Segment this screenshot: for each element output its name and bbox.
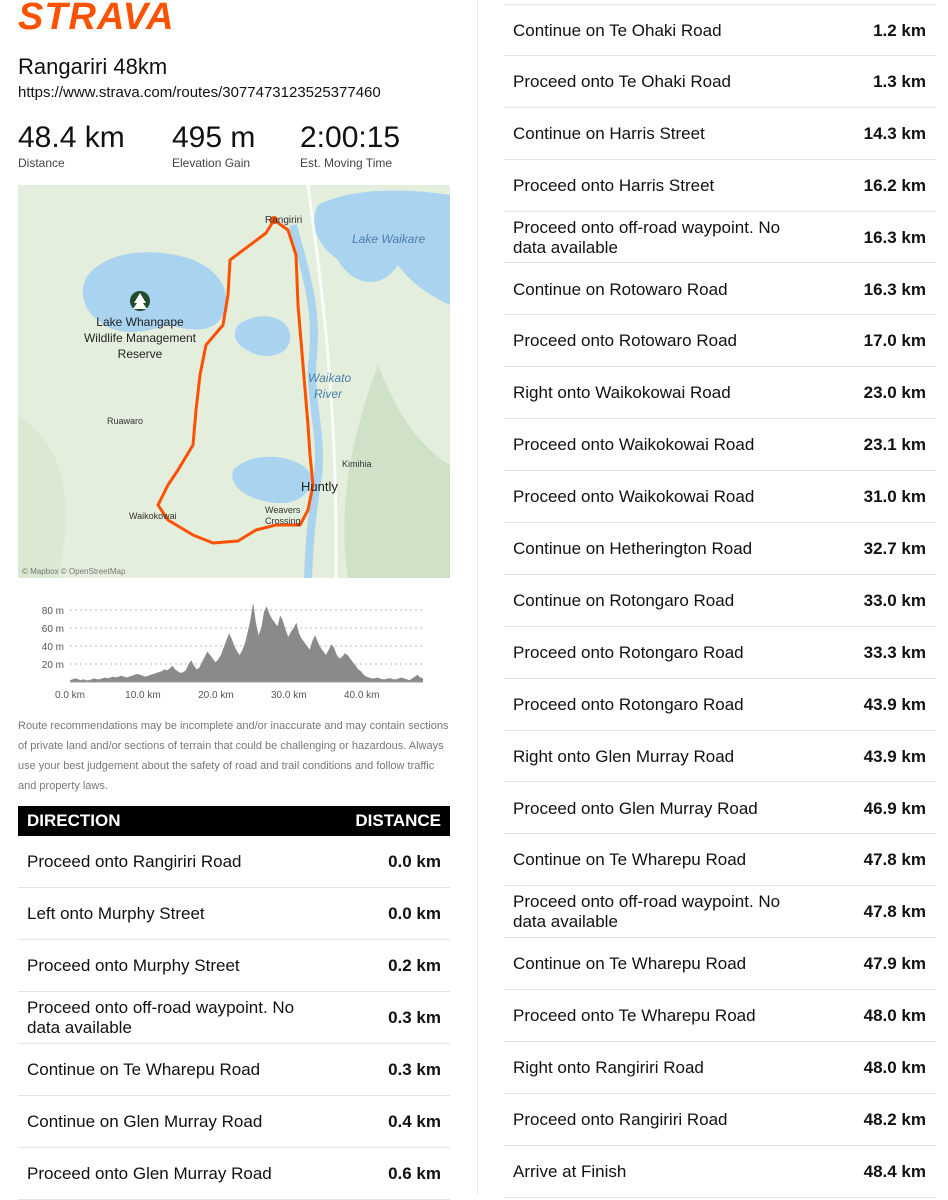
- direction-row: [504, 834, 936, 886]
- column-divider: [477, 0, 478, 1194]
- direction-distance: 1.2 km: [873, 21, 926, 40]
- direction-row: [18, 1148, 450, 1200]
- direction-distance: 23.0 km: [863, 383, 926, 403]
- label-rangiriri: Rangiriri: [265, 215, 303, 226]
- direction-text: Continue on Te Wharepu Road: [513, 850, 747, 870]
- direction-text: Continue on Hetherington Road: [513, 539, 753, 558]
- direction-distance: 17.0 km: [863, 331, 926, 351]
- direction-distance: 48.0 km: [863, 1058, 926, 1077]
- direction-distance: 16.3 km: [863, 279, 926, 299]
- direction-row: [18, 888, 450, 940]
- direction-distance: 23.1 km: [863, 435, 926, 455]
- direction-row: [504, 367, 936, 419]
- distance-column-header: DISTANCE: [355, 811, 441, 830]
- direction-distance: 47.8 km: [863, 850, 926, 870]
- label-reserve-2: Wildlife Management: [83, 331, 197, 345]
- elevation-svg: [18, 590, 450, 708]
- direction-text: Proceed onto Murphy Street: [27, 956, 240, 975]
- direction-text: Proceed onto off-road waypoint. No data available: [513, 217, 781, 257]
- direction-text: Left onto Murphy Street: [27, 904, 205, 923]
- map-canvas: [18, 185, 450, 578]
- direction-distance: 48.0 km: [863, 1006, 926, 1026]
- direction-distance: 48.2 km: [863, 1109, 926, 1129]
- label-ruawaro: Ruawaro: [107, 416, 144, 426]
- elevation-profile: [70, 603, 423, 682]
- moving-time-value: 2:00:15: [300, 121, 401, 154]
- direction-row: [504, 471, 936, 523]
- direction-text: Proceed onto Rotowaro Road: [513, 331, 737, 351]
- direction-text: Proceed onto Te Ohaki Road: [513, 71, 731, 91]
- direction-distance: 47.9 km: [863, 954, 926, 974]
- elevation-x-tick: 40.0 km: [343, 690, 380, 701]
- direction-text: Continue on Rotongaro Road: [513, 590, 735, 610]
- direction-text: Proceed onto Te Wharepu Road: [513, 1006, 756, 1026]
- direction-row: [504, 990, 936, 1042]
- direction-text: Continue on Harris Street: [513, 123, 705, 143]
- label-waikokowai: Waikokowai: [129, 511, 177, 521]
- direction-row: [504, 679, 936, 731]
- direction-row: [504, 731, 936, 783]
- direction-row: [504, 1042, 936, 1094]
- direction-row: [504, 212, 936, 264]
- direction-distance: 0.0 km: [388, 904, 441, 923]
- direction-text: Proceed onto Rotongaro Road: [513, 642, 744, 662]
- route-stats: [18, 120, 450, 176]
- direction-distance: 1.3 km: [873, 71, 926, 91]
- distance-value: 48.4 km: [18, 121, 125, 154]
- label-waikato-2: River: [314, 387, 343, 401]
- elevation-y-tick: 20 m: [41, 660, 64, 671]
- direction-row: [504, 315, 936, 367]
- elevation-chart: [18, 590, 450, 708]
- map-attribution: © Mapbox © OpenStreetMap: [22, 567, 126, 576]
- stat-elevation: [172, 120, 255, 170]
- direction-row: [504, 1146, 936, 1198]
- direction-text: Continue on Te Ohaki Road: [513, 21, 722, 40]
- label-lake-waikare: Lake Waikare: [352, 232, 426, 246]
- direction-distance: 16.3 km: [863, 227, 926, 247]
- direction-row: [504, 575, 936, 627]
- direction-text: Proceed onto Harris Street: [513, 175, 715, 195]
- direction-column-header: DIRECTION: [27, 811, 121, 830]
- direction-row: [18, 1096, 450, 1148]
- stat-distance: [18, 120, 125, 170]
- strava-logo[interactable]: STRAVA: [18, 0, 175, 32]
- direction-row: [504, 56, 936, 108]
- label-reserve-1: Lake Whangape: [96, 315, 184, 329]
- direction-text: Right onto Waikokowai Road: [513, 383, 731, 403]
- direction-text: Continue on Glen Murray Road: [27, 1112, 263, 1131]
- route-url[interactable]: https://www.strava.com/routes/3077473123525377460: [18, 84, 381, 101]
- direction-row: [18, 940, 450, 992]
- direction-row: [504, 938, 936, 990]
- direction-distance: 32.7 km: [863, 539, 926, 558]
- direction-row: [504, 627, 936, 679]
- direction-text: Proceed onto off-road waypoint. No data available: [513, 892, 781, 932]
- distance-label: Distance: [18, 156, 65, 170]
- route-disclaimer: Route recommendations may be incomplete and/or inaccurate and may contain sections of private land and/or sections of terrain that could be challenging or hazardous. Always use your best judgement about the safety of road and trail conditions and follow traffic and property laws.: [18, 720, 449, 792]
- direction-row: [504, 1094, 936, 1146]
- elevation-x-tick: 20.0 km: [198, 690, 234, 701]
- direction-distance: 0.6 km: [388, 1164, 441, 1183]
- direction-text: Proceed onto Glen Murray Road: [27, 1164, 272, 1183]
- direction-distance: 16.2 km: [863, 175, 926, 195]
- direction-row: [504, 108, 936, 160]
- direction-row: [504, 160, 936, 212]
- direction-distance: 46.9 km: [863, 798, 926, 818]
- direction-row: [504, 4, 936, 56]
- label-kimihia: Kimihia: [342, 459, 372, 469]
- directions-header: [18, 806, 450, 836]
- stat-moving-time: [300, 120, 400, 170]
- direction-text: Proceed onto off-road waypoint. No data available: [27, 998, 295, 1037]
- direction-distance: 0.2 km: [388, 956, 441, 975]
- direction-distance: 14.3 km: [863, 123, 926, 143]
- direction-distance: 0.3 km: [388, 1008, 441, 1027]
- elevation-label: Elevation Gain: [172, 156, 251, 170]
- direction-text: Continue on Rotowaro Road: [513, 279, 728, 299]
- elevation-y-tick: 80 m: [41, 606, 64, 617]
- elevation-y-tick: 40 m: [41, 642, 64, 653]
- label-waikato-1: Waikato: [308, 371, 352, 385]
- route-title: Rangariri 48km: [18, 54, 168, 79]
- elevation-value: 495 m: [172, 121, 256, 154]
- direction-row: [18, 836, 450, 888]
- direction-text: Proceed onto Waikokowai Road: [513, 435, 755, 455]
- direction-row: [504, 264, 936, 316]
- direction-distance: 31.0 km: [863, 487, 926, 507]
- direction-row: [504, 523, 936, 575]
- direction-text: Right onto Glen Murray Road: [513, 746, 735, 766]
- direction-text: Proceed onto Rangiriri Road: [513, 1109, 728, 1129]
- direction-text: Continue on Te Wharepu Road: [513, 954, 747, 974]
- direction-text: Proceed onto Rangiriri Road: [27, 852, 242, 871]
- direction-text: Proceed onto Rotongaro Road: [513, 694, 744, 714]
- direction-distance: 43.9 km: [863, 746, 926, 766]
- elevation-x-tick: 0.0 km: [54, 690, 86, 701]
- direction-distance: 33.0 km: [863, 590, 926, 610]
- direction-text: Right onto Rangiriri Road: [513, 1058, 704, 1077]
- route-map[interactable]: [18, 185, 450, 578]
- direction-row: [18, 1044, 450, 1096]
- direction-distance: 43.9 km: [863, 694, 926, 714]
- elevation-x-tick: 10.0 km: [125, 690, 161, 701]
- direction-text: Continue on Te Wharepu Road: [27, 1060, 261, 1079]
- label-weavers-1: Weavers: [265, 505, 301, 515]
- direction-row: [504, 886, 936, 938]
- elevation-y-tick: 60 m: [41, 624, 64, 635]
- direction-row: [504, 419, 936, 471]
- direction-distance: 33.3 km: [863, 642, 926, 662]
- direction-distance: 0.0 km: [388, 852, 441, 871]
- direction-distance: 0.3 km: [388, 1060, 441, 1079]
- direction-text: Proceed onto Waikokowai Road: [513, 487, 755, 507]
- direction-distance: 48.4 km: [863, 1161, 926, 1181]
- elevation-x-tick: 30.0 km: [271, 690, 307, 701]
- direction-row: [504, 783, 936, 835]
- label-huntly: Huntly: [301, 479, 338, 494]
- label-reserve-3: Reserve: [117, 347, 163, 361]
- label-weavers-2: Crossing: [265, 516, 301, 526]
- direction-row: [18, 992, 450, 1044]
- direction-text: Proceed onto Glen Murray Road: [513, 798, 758, 818]
- moving-time-label: Est. Moving Time: [300, 156, 393, 170]
- direction-distance: 47.8 km: [863, 902, 926, 922]
- direction-distance: 0.4 km: [388, 1112, 441, 1131]
- direction-text: Arrive at Finish: [513, 1161, 627, 1181]
